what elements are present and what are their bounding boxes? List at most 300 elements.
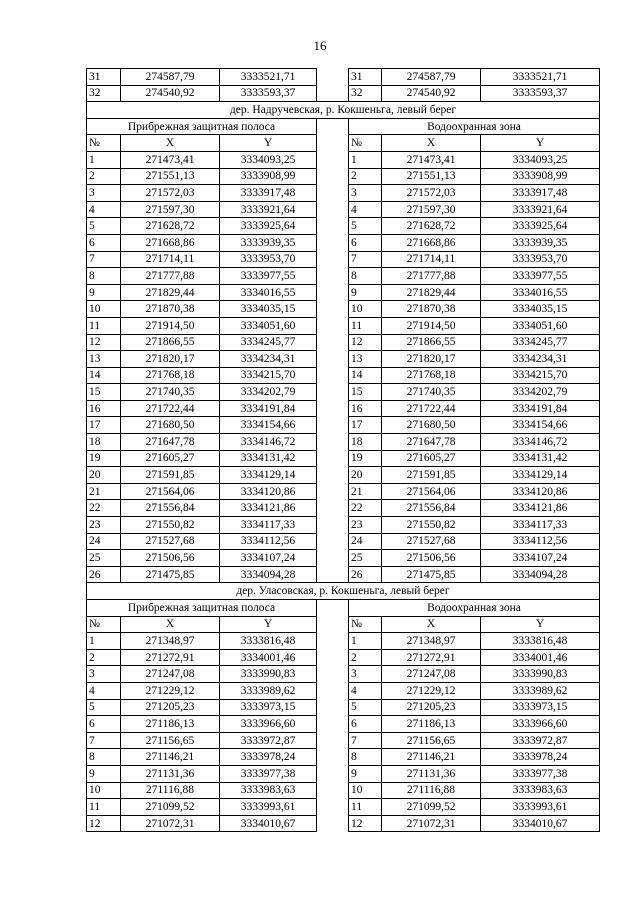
column-gap	[317, 633, 349, 650]
page-number: 16	[313, 38, 327, 53]
number-header: №	[349, 135, 382, 152]
y-coordinate: 3334129,14	[481, 467, 600, 484]
x-coordinate: 271572,03	[382, 185, 481, 202]
column-gap	[317, 550, 349, 567]
point-number: 25	[87, 550, 121, 567]
x-coordinate: 271099,52	[382, 799, 481, 816]
column-gap	[317, 69, 349, 86]
point-number: 6	[349, 716, 382, 733]
table-row	[87, 334, 600, 351]
coordinates-table	[86, 68, 600, 832]
number-header: №	[87, 135, 121, 152]
x-coordinate: 271870,38	[382, 301, 481, 318]
point-number: 4	[87, 682, 121, 699]
table-row	[87, 185, 600, 202]
table-row	[87, 749, 600, 766]
point-number: 10	[349, 782, 382, 799]
x-coordinate: 271722,44	[382, 400, 481, 417]
y-coordinate: 3334051,60	[481, 317, 600, 334]
column-gap	[317, 699, 349, 716]
table-row	[87, 317, 600, 334]
table-row	[87, 699, 600, 716]
table-row	[87, 69, 600, 86]
table-row	[87, 201, 600, 218]
x-coordinate: 271205,23	[121, 699, 220, 716]
table-row	[87, 682, 600, 699]
point-number: 4	[349, 201, 382, 218]
y-coordinate: 3333521,71	[481, 69, 600, 86]
table-row	[87, 716, 600, 733]
y-coordinate: 3333983,63	[220, 782, 317, 799]
table-row	[87, 450, 600, 467]
point-number: 10	[349, 301, 382, 318]
y-coordinate: 3333939,35	[481, 234, 600, 251]
point-number: 10	[87, 301, 121, 318]
coastal-strip-label: Прибрежная защитная полоса	[87, 118, 317, 135]
x-coordinate: 271740,35	[121, 384, 220, 401]
water-protection-zone-label: Водоохранная зона	[349, 118, 600, 135]
point-number: 7	[349, 732, 382, 749]
x-coordinate: 271597,30	[121, 201, 220, 218]
x-coordinate: 271722,44	[121, 400, 220, 417]
point-number: 9	[349, 765, 382, 782]
point-number: 2	[87, 649, 121, 666]
point-number: 31	[349, 69, 382, 86]
column-gap	[317, 434, 349, 451]
column-gap	[317, 118, 349, 135]
point-number: 13	[87, 351, 121, 368]
point-number: 20	[87, 467, 121, 484]
x-coordinate: 271777,88	[121, 268, 220, 285]
y-coordinate: 3334191,84	[481, 400, 600, 417]
point-number: 15	[87, 384, 121, 401]
column-gap	[317, 649, 349, 666]
point-number: 1	[349, 633, 382, 650]
y-coordinate: 3334154,66	[220, 417, 317, 434]
point-number: 12	[87, 334, 121, 351]
point-number: 18	[87, 434, 121, 451]
table-row	[87, 517, 600, 534]
column-gap	[317, 682, 349, 699]
y-coordinate: 3334215,70	[220, 367, 317, 384]
point-number: 9	[349, 284, 382, 301]
point-number: 8	[349, 268, 382, 285]
y-coordinate: 3334117,33	[481, 517, 600, 534]
y-coordinate: 3333908,99	[220, 168, 317, 185]
point-number: 8	[87, 749, 121, 766]
y-coordinate: 3334120,86	[481, 483, 600, 500]
y-coordinate: 3334202,79	[481, 384, 600, 401]
x-coordinate: 271072,31	[382, 815, 481, 832]
y-coordinate: 3333925,64	[481, 218, 600, 235]
x-coordinate: 271564,06	[121, 483, 220, 500]
table-row	[87, 151, 600, 168]
table-row	[87, 400, 600, 417]
column-gap	[317, 367, 349, 384]
y-coordinate: 3333521,71	[220, 69, 317, 86]
y-coordinate: 3333993,61	[481, 799, 600, 816]
y-coordinate: 3333977,38	[481, 765, 600, 782]
x-coordinate: 271829,44	[382, 284, 481, 301]
point-number: 24	[349, 533, 382, 550]
y-coordinate: 3333925,64	[220, 218, 317, 235]
x-coordinate: 271229,12	[121, 682, 220, 699]
table-row	[87, 765, 600, 782]
x-coordinate: 271527,68	[382, 533, 481, 550]
section-title: дер. Надручевская, р. Кокшеньга, левый берег	[87, 102, 600, 119]
point-number: 13	[349, 351, 382, 368]
point-number: 17	[349, 417, 382, 434]
point-number: 26	[87, 566, 121, 583]
coastal-strip-label: Прибрежная защитная полоса	[87, 600, 317, 617]
point-number: 23	[349, 517, 382, 534]
zone-label-row	[87, 118, 600, 135]
x-header: X	[121, 135, 220, 152]
y-coordinate: 3333972,87	[220, 732, 317, 749]
y-coordinate: 3333908,99	[481, 168, 600, 185]
x-coordinate: 271866,55	[382, 334, 481, 351]
point-number: 3	[87, 666, 121, 683]
y-coordinate: 3333966,60	[481, 716, 600, 733]
y-header: Y	[481, 135, 600, 152]
x-coordinate: 271647,78	[121, 434, 220, 451]
y-coordinate: 3333989,62	[220, 682, 317, 699]
point-number: 1	[87, 633, 121, 650]
y-header: Y	[220, 616, 317, 633]
column-gap	[317, 467, 349, 484]
point-number: 11	[87, 799, 121, 816]
y-coordinate: 3333983,63	[481, 782, 600, 799]
y-coordinate: 3334131,42	[481, 450, 600, 467]
point-number: 12	[87, 815, 121, 832]
column-gap	[317, 268, 349, 285]
x-coordinate: 271647,78	[382, 434, 481, 451]
table-row	[87, 533, 600, 550]
x-coordinate: 271156,65	[382, 732, 481, 749]
x-coordinate: 271506,56	[382, 550, 481, 567]
point-number: 9	[87, 765, 121, 782]
point-number: 6	[349, 234, 382, 251]
point-number: 21	[87, 483, 121, 500]
x-coordinate: 271205,23	[382, 699, 481, 716]
column-gap	[317, 234, 349, 251]
column-gap	[317, 218, 349, 235]
y-coordinate: 3334016,55	[481, 284, 600, 301]
column-gap	[317, 732, 349, 749]
point-number: 25	[349, 550, 382, 567]
x-coordinate: 271668,86	[121, 234, 220, 251]
point-number: 31	[87, 69, 121, 86]
column-gap	[317, 384, 349, 401]
x-coordinate: 271186,13	[382, 716, 481, 733]
y-coordinate: 3333966,60	[220, 716, 317, 733]
point-number: 16	[349, 400, 382, 417]
table-row	[87, 268, 600, 285]
y-coordinate: 3333977,55	[220, 268, 317, 285]
y-coordinate: 3334001,46	[220, 649, 317, 666]
x-coordinate: 271556,84	[121, 500, 220, 517]
x-coordinate: 271247,08	[382, 666, 481, 683]
y-coordinate: 3334120,86	[220, 483, 317, 500]
table-row	[87, 500, 600, 517]
y-coordinate: 3334051,60	[220, 317, 317, 334]
y-coordinate: 3334146,72	[220, 434, 317, 451]
y-coordinate: 3334234,31	[481, 351, 600, 368]
column-gap	[317, 400, 349, 417]
y-coordinate: 3333978,24	[220, 749, 317, 766]
water-protection-zone-label: Водоохранная зона	[349, 600, 600, 617]
column-gap	[317, 716, 349, 733]
x-coordinate: 271229,12	[382, 682, 481, 699]
x-header: X	[382, 616, 481, 633]
zone-label-row	[87, 600, 600, 617]
y-coordinate: 3333977,38	[220, 765, 317, 782]
x-coordinate: 274587,79	[382, 69, 481, 86]
x-coordinate: 271131,36	[382, 765, 481, 782]
y-coordinate: 3333939,35	[220, 234, 317, 251]
point-number: 11	[349, 799, 382, 816]
point-number: 2	[87, 168, 121, 185]
column-gap	[317, 815, 349, 832]
y-coordinate: 3334191,84	[220, 400, 317, 417]
x-coordinate: 271572,03	[121, 185, 220, 202]
point-number: 22	[349, 500, 382, 517]
y-coordinate: 3334093,25	[220, 151, 317, 168]
x-coordinate: 271870,38	[121, 301, 220, 318]
table-row	[87, 367, 600, 384]
table-row	[87, 649, 600, 666]
x-coordinate: 271348,97	[121, 633, 220, 650]
column-gap	[317, 168, 349, 185]
x-coordinate: 271914,50	[121, 317, 220, 334]
x-coordinate: 271591,85	[121, 467, 220, 484]
y-coordinate: 3333953,70	[481, 251, 600, 268]
point-number: 5	[349, 699, 382, 716]
column-gap	[317, 600, 349, 617]
x-coordinate: 271072,31	[121, 815, 220, 832]
x-coordinate: 271116,88	[121, 782, 220, 799]
column-gap	[317, 450, 349, 467]
point-number: 16	[87, 400, 121, 417]
y-coordinate: 3333816,48	[481, 633, 600, 650]
column-gap	[317, 517, 349, 534]
y-coordinate: 3333978,24	[481, 749, 600, 766]
x-coordinate: 271475,85	[121, 566, 220, 583]
point-number: 3	[349, 185, 382, 202]
x-coordinate: 271556,84	[382, 500, 481, 517]
column-gap	[317, 782, 349, 799]
point-number: 14	[349, 367, 382, 384]
y-coordinate: 3333993,61	[220, 799, 317, 816]
x-coordinate: 271272,91	[121, 649, 220, 666]
y-coordinate: 3333977,55	[481, 268, 600, 285]
y-coordinate: 3333989,62	[481, 682, 600, 699]
y-coordinate: 3333972,87	[481, 732, 600, 749]
table-row	[87, 168, 600, 185]
x-coordinate: 271768,18	[121, 367, 220, 384]
y-coordinate: 3334154,66	[481, 417, 600, 434]
x-coordinate: 271564,06	[382, 483, 481, 500]
x-coordinate: 271131,36	[121, 765, 220, 782]
y-coordinate: 3333593,37	[220, 85, 317, 102]
y-coordinate: 3333921,64	[220, 201, 317, 218]
table-row	[87, 566, 600, 583]
table-row	[87, 815, 600, 832]
point-number: 24	[87, 533, 121, 550]
x-coordinate: 271820,17	[121, 351, 220, 368]
point-number: 4	[349, 682, 382, 699]
y-coordinate: 3334121,86	[481, 500, 600, 517]
table-row	[87, 799, 600, 816]
table-row	[87, 384, 600, 401]
table-row	[87, 351, 600, 368]
y-coordinate: 3334146,72	[481, 434, 600, 451]
x-coordinate: 274587,79	[121, 69, 220, 86]
point-number: 2	[349, 168, 382, 185]
point-number: 11	[87, 317, 121, 334]
point-number: 15	[349, 384, 382, 401]
point-number: 7	[87, 251, 121, 268]
x-coordinate: 271866,55	[121, 334, 220, 351]
x-coordinate: 271714,11	[382, 251, 481, 268]
point-number: 8	[349, 749, 382, 766]
x-coordinate: 271247,08	[121, 666, 220, 683]
y-coordinate: 3334112,56	[481, 533, 600, 550]
column-gap	[317, 85, 349, 102]
x-coordinate: 271272,91	[382, 649, 481, 666]
table-row	[87, 434, 600, 451]
column-gap	[317, 284, 349, 301]
column-header-row	[87, 135, 600, 152]
column-gap	[317, 334, 349, 351]
x-coordinate: 274540,92	[121, 85, 220, 102]
x-coordinate: 271740,35	[382, 384, 481, 401]
x-coordinate: 271116,88	[382, 782, 481, 799]
y-header: Y	[481, 616, 600, 633]
point-number: 5	[87, 218, 121, 235]
x-coordinate: 271768,18	[382, 367, 481, 384]
point-number: 32	[349, 85, 382, 102]
point-number: 12	[349, 815, 382, 832]
x-coordinate: 271914,50	[382, 317, 481, 334]
point-number: 1	[349, 151, 382, 168]
table-row	[87, 301, 600, 318]
x-coordinate: 271829,44	[121, 284, 220, 301]
point-number: 23	[87, 517, 121, 534]
x-coordinate: 271550,82	[382, 517, 481, 534]
x-coordinate: 271591,85	[382, 467, 481, 484]
y-coordinate: 3333921,64	[481, 201, 600, 218]
y-coordinate: 3333917,48	[220, 185, 317, 202]
column-gap	[317, 533, 349, 550]
y-coordinate: 3334202,79	[220, 384, 317, 401]
y-coordinate: 3334093,25	[481, 151, 600, 168]
y-coordinate: 3334035,15	[220, 301, 317, 318]
section-title-row	[87, 583, 600, 600]
point-number: 10	[87, 782, 121, 799]
point-number: 21	[349, 483, 382, 500]
y-coordinate: 3333953,70	[220, 251, 317, 268]
y-coordinate: 3334245,77	[220, 334, 317, 351]
column-header-row	[87, 616, 600, 633]
x-coordinate: 271146,21	[382, 749, 481, 766]
point-number: 5	[87, 699, 121, 716]
column-gap	[317, 483, 349, 500]
x-coordinate: 271597,30	[382, 201, 481, 218]
point-number: 7	[349, 251, 382, 268]
y-coordinate: 3334117,33	[220, 517, 317, 534]
y-coordinate: 3333973,15	[220, 699, 317, 716]
table-row	[87, 218, 600, 235]
column-gap	[317, 185, 349, 202]
x-coordinate: 271820,17	[382, 351, 481, 368]
x-coordinate: 271550,82	[121, 517, 220, 534]
point-number: 22	[87, 500, 121, 517]
y-coordinate: 3334001,46	[481, 649, 600, 666]
column-gap	[317, 566, 349, 583]
column-gap	[317, 765, 349, 782]
point-number: 19	[87, 450, 121, 467]
point-number: 14	[87, 367, 121, 384]
point-number: 6	[87, 716, 121, 733]
y-coordinate: 3334016,55	[220, 284, 317, 301]
y-coordinate: 3334107,24	[220, 550, 317, 567]
y-coordinate: 3333990,83	[481, 666, 600, 683]
point-number: 26	[349, 566, 382, 583]
x-header: X	[121, 616, 220, 633]
x-coordinate: 271156,65	[121, 732, 220, 749]
y-coordinate: 3334094,28	[481, 566, 600, 583]
x-coordinate: 271146,21	[121, 749, 220, 766]
point-number: 6	[87, 234, 121, 251]
x-coordinate: 271186,13	[121, 716, 220, 733]
column-gap	[317, 749, 349, 766]
point-number: 19	[349, 450, 382, 467]
table-row	[87, 732, 600, 749]
x-coordinate: 271475,85	[382, 566, 481, 583]
x-coordinate: 271628,72	[121, 218, 220, 235]
y-coordinate: 3334129,14	[220, 467, 317, 484]
point-number: 2	[349, 649, 382, 666]
x-coordinate: 271551,13	[382, 168, 481, 185]
x-coordinate: 271777,88	[382, 268, 481, 285]
point-number: 11	[349, 317, 382, 334]
x-coordinate: 271099,52	[121, 799, 220, 816]
y-coordinate: 3334010,67	[481, 815, 600, 832]
y-coordinate: 3334035,15	[481, 301, 600, 318]
y-coordinate: 3334010,67	[220, 815, 317, 832]
x-coordinate: 274540,92	[382, 85, 481, 102]
y-coordinate: 3333816,48	[220, 633, 317, 650]
point-number: 3	[87, 185, 121, 202]
point-number: 32	[87, 85, 121, 102]
x-coordinate: 271628,72	[382, 218, 481, 235]
y-coordinate: 3333917,48	[481, 185, 600, 202]
column-gap	[317, 251, 349, 268]
x-coordinate: 271527,68	[121, 533, 220, 550]
x-coordinate: 271714,11	[121, 251, 220, 268]
x-coordinate: 271348,97	[382, 633, 481, 650]
table-row	[87, 467, 600, 484]
point-number: 9	[87, 284, 121, 301]
point-number: 5	[349, 218, 382, 235]
y-coordinate: 3334121,86	[220, 500, 317, 517]
table-row	[87, 633, 600, 650]
y-coordinate: 3334107,24	[481, 550, 600, 567]
number-header: №	[349, 616, 382, 633]
column-gap	[317, 799, 349, 816]
x-coordinate: 271668,86	[382, 234, 481, 251]
